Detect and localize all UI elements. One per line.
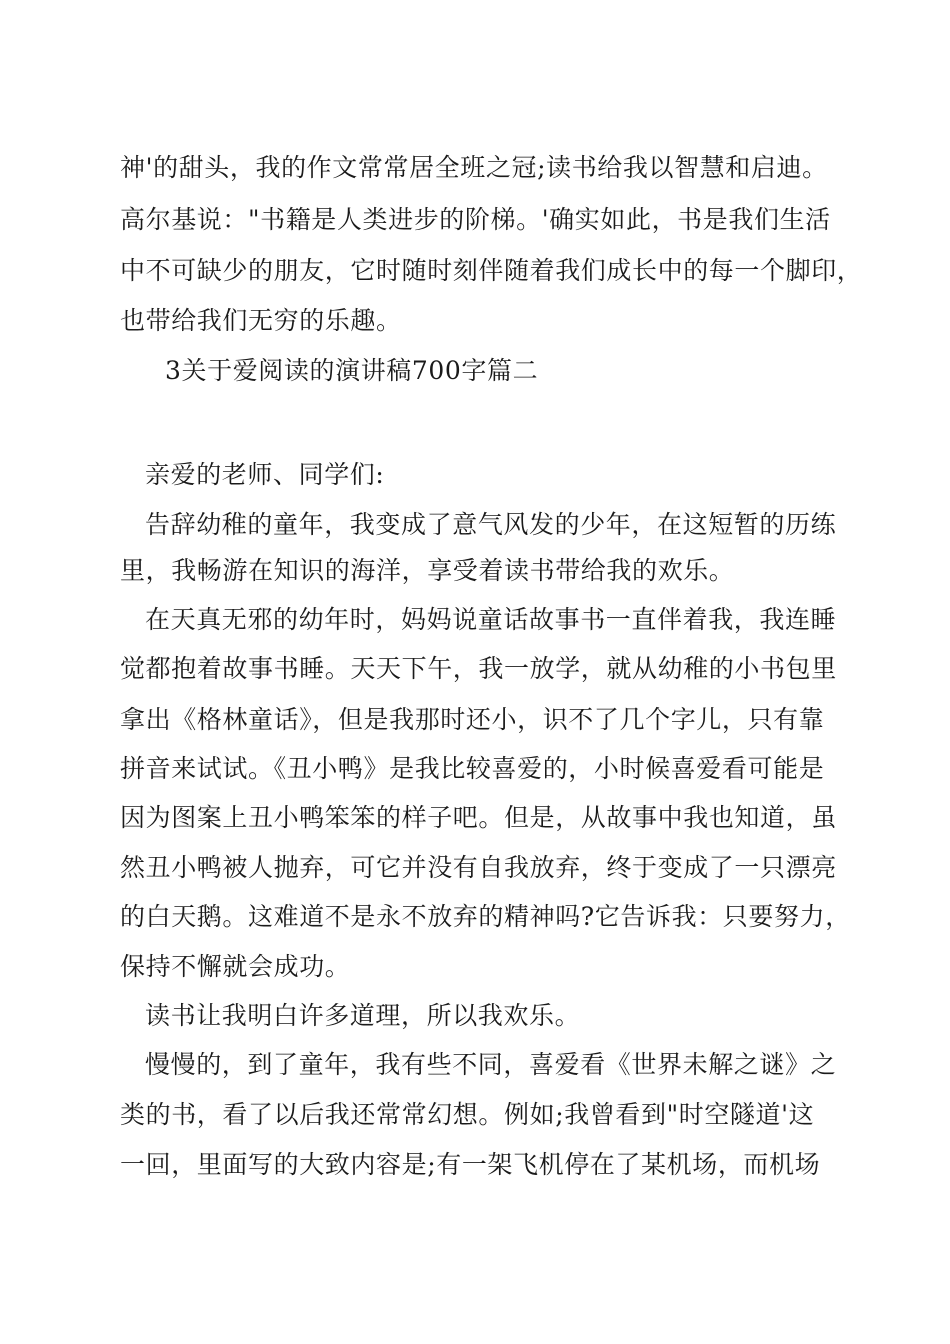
text-line: 然丑小鸭被人抛弃，可它并没有自我放弃，终于变成了一只漂亮	[120, 853, 837, 882]
text-line: 一回，里面写的大致内容是;有一架飞机停在了某机场，而机场	[120, 1150, 821, 1179]
text-line: 里，我畅游在知识的海洋，享受着读书带给我的欢乐。	[120, 556, 735, 585]
text-line: 读书让我明白许多道理，所以我欢乐。	[145, 1001, 581, 1030]
text-line: 也带给我们无穷的乐趣。	[120, 306, 402, 335]
greeting: 亲爱的老师、同学们:	[145, 460, 385, 489]
text-line: 因为图案上丑小鸭笨笨的样子吧。但是，从故事中我也知道，虽	[120, 803, 837, 832]
section-heading: 3关于爱阅读的演讲稿700字篇二	[165, 356, 539, 385]
text-line: 觉都抱着故事书睡。天天下午，我一放学，就从幼稚的小书包里	[120, 654, 837, 683]
text-line: 类的书，看了以后我还常常幻想。例如;我曾看到"时空隧道'这	[120, 1100, 815, 1129]
text-line: 拿出《格林童话》，但是我那时还小，识不了几个字儿，只有靠	[120, 705, 825, 734]
text-line: 的白天鹅。这难道不是永不放弃的精神吗?它告诉我：只要努力，	[120, 902, 851, 931]
text-line: 高尔基说："书籍是人类进步的阶梯。'确实如此，书是我们生活	[120, 205, 831, 234]
text-line: 告辞幼稚的童年，我变成了意气风发的少年，在这短暂的历练	[145, 510, 837, 539]
text-line: 神'的甜头，我的作文常常居全班之冠;读书给我以智慧和启迪。	[120, 153, 828, 182]
text-line: 拼音来试试。《丑小鸭》是我比较喜爱的，小时候喜爱看可能是	[120, 754, 825, 783]
text-line: 在天真无邪的幼年时，妈妈说童话故事书一直伴着我，我连睡	[145, 605, 837, 634]
text-line: 中不可缺少的朋友，它时随时刻伴随着我们成长中的每一个脚印，	[120, 256, 863, 285]
text-line: 慢慢的，到了童年，我有些不同，喜爱看《世界未解之谜》之	[145, 1050, 837, 1079]
text-line: 保持不懈就会成功。	[120, 952, 351, 981]
